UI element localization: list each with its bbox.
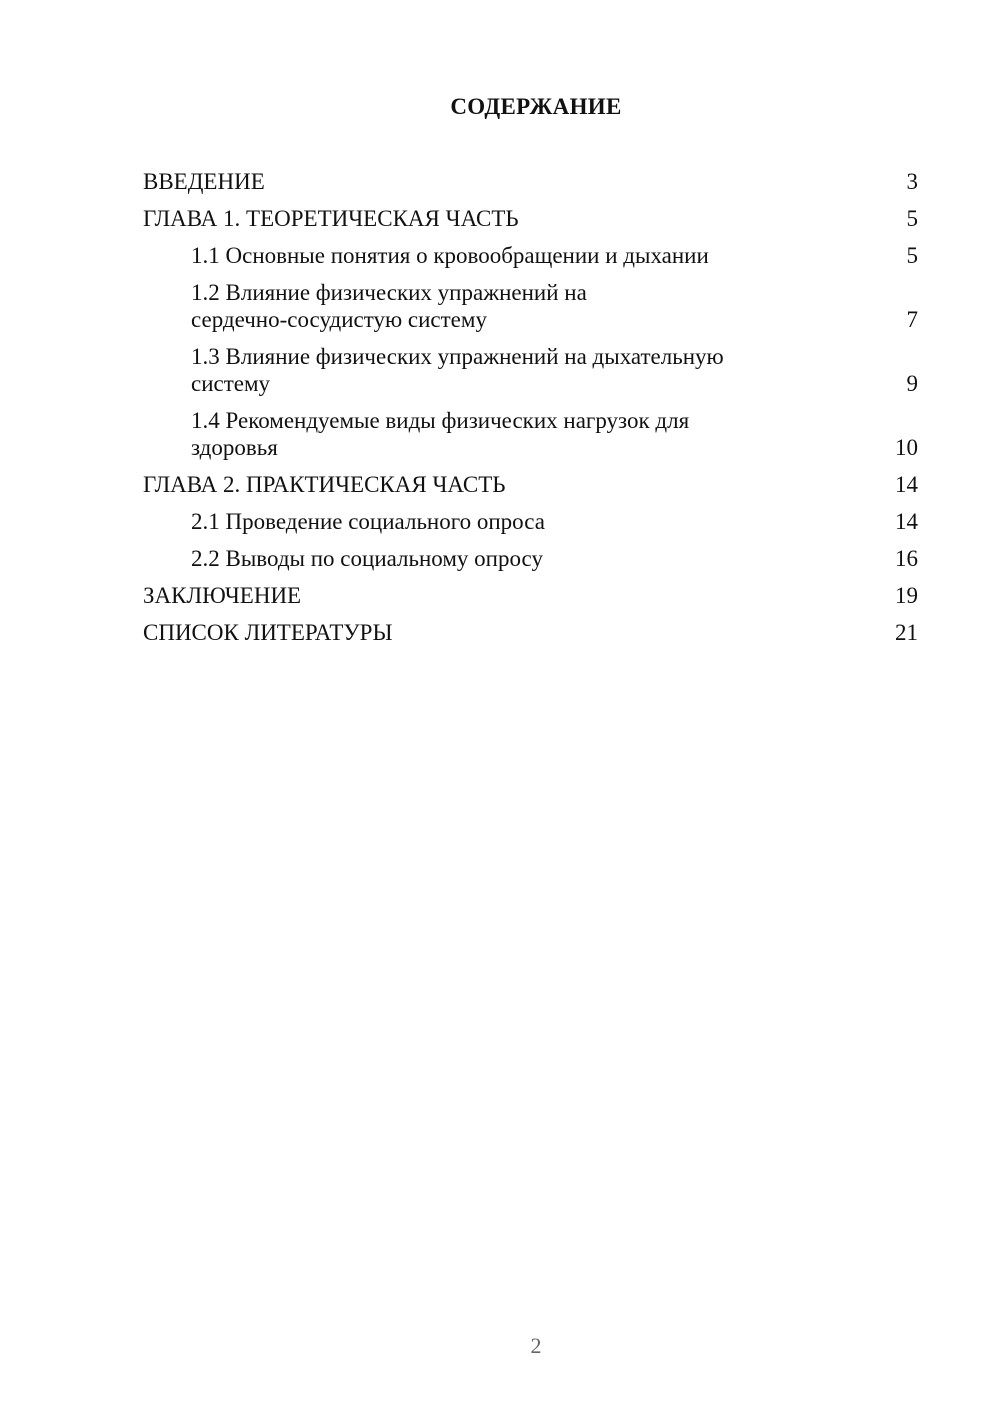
table-of-contents xyxy=(143,168,918,656)
toc-entry-page: 5 xyxy=(906,206,918,231)
toc-entry-conclusion[interactable] xyxy=(143,582,918,609)
toc-entry-page: 9 xyxy=(906,371,918,396)
toc-entry-label: ВВЕДЕНИЕ xyxy=(143,169,265,194)
toc-entry-label: ГЛАВА 1. ТЕОРЕТИЧЕСКАЯ ЧАСТЬ xyxy=(143,206,519,231)
toc-entry-label: 1.4 Рекомендуемые виды физических нагрузок для здоровья xyxy=(191,408,690,460)
page-number: 2 xyxy=(530,1333,542,1358)
toc-entry-section-1-1[interactable] xyxy=(143,242,918,269)
toc-entry-chapter-2[interactable] xyxy=(143,471,918,498)
toc-entry-chapter-1[interactable] xyxy=(143,205,918,232)
toc-entry-section-1-2[interactable] xyxy=(143,279,918,333)
toc-entry-section-2-2[interactable] xyxy=(143,545,918,572)
toc-entry-page: 14 xyxy=(895,472,918,497)
toc-entry-label: ГЛАВА 2. ПРАКТИЧЕСКАЯ ЧАСТЬ xyxy=(143,472,506,497)
toc-entry-label: СПИСОК ЛИТЕРАТУРЫ xyxy=(143,620,393,645)
toc-entry-page: 19 xyxy=(895,583,918,608)
toc-entry-label: ЗАКЛЮЧЕНИЕ xyxy=(143,583,302,608)
toc-entry-label: 2.2 Выводы по социальному опросу xyxy=(191,546,543,571)
toc-entry-label: 1.1 Основные понятия о кровообращении и дыхании xyxy=(191,243,709,268)
toc-entry-page: 14 xyxy=(895,509,918,534)
toc-title: СОДЕРЖАНИЕ xyxy=(450,94,622,119)
toc-entry-page: 16 xyxy=(895,546,918,571)
toc-entry-page: 3 xyxy=(906,169,918,194)
toc-entry-page: 10 xyxy=(895,435,918,460)
toc-entry-label: 1.3 Влияние физических упражнений на дыхательную систему xyxy=(191,344,724,396)
toc-entry-page: 21 xyxy=(895,620,918,645)
toc-entry-page: 5 xyxy=(906,243,918,268)
toc-entry-label: 2.1 Проведение социального опроса xyxy=(191,509,545,534)
toc-entry-section-2-1[interactable] xyxy=(143,508,918,535)
toc-entry-page: 7 xyxy=(906,307,918,332)
toc-entry-section-1-4[interactable] xyxy=(143,407,918,461)
toc-entry-section-1-3[interactable] xyxy=(143,343,918,397)
toc-entry-introduction[interactable] xyxy=(143,168,918,195)
toc-entry-bibliography[interactable] xyxy=(143,619,918,646)
toc-entry-label: 1.2 Влияние физических упражнений на сердечно-сосудистую систему xyxy=(191,280,587,332)
